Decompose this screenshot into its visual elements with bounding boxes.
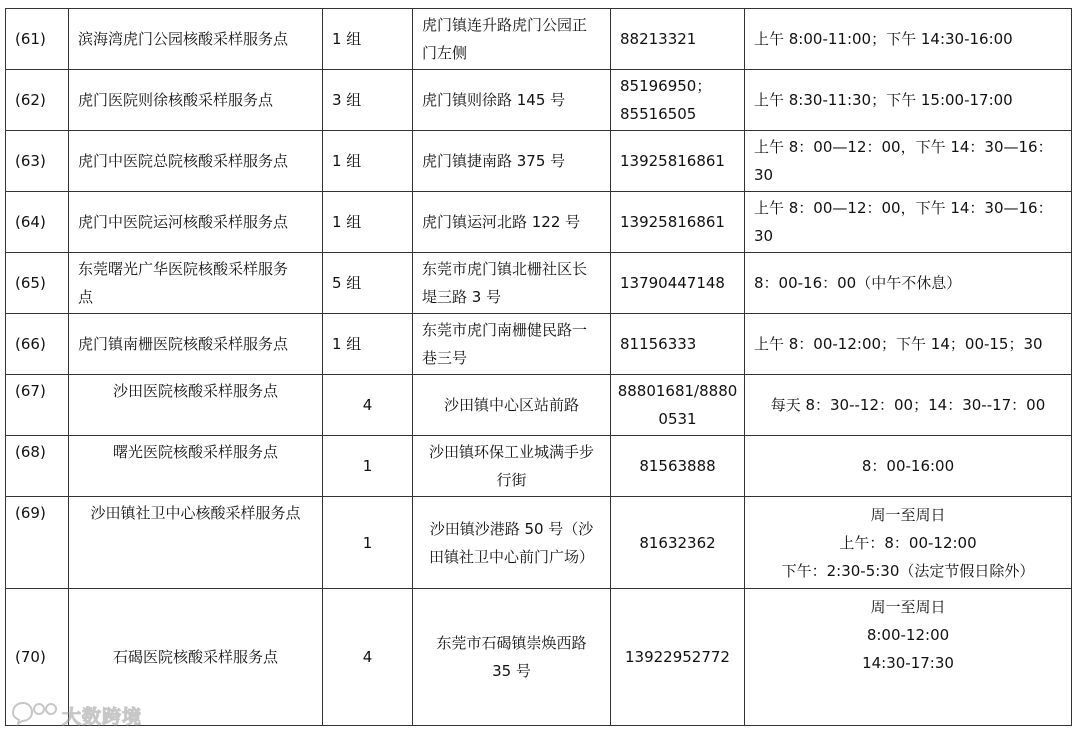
table-row [6, 192, 1072, 253]
service-hours: 上午 8:00-11:00；下午 14:30-16:00 [745, 9, 1072, 70]
watermark-text: 大数跨境 [62, 705, 143, 728]
sampling-sites-table [5, 8, 1072, 726]
table-row [6, 589, 1072, 726]
row-index: (68) [6, 436, 69, 497]
service-hours: 上午 8：00—12：00，下午 14：30—16： 30 [745, 192, 1072, 253]
table-row [6, 314, 1072, 375]
group-count: 4 [323, 375, 413, 436]
group-count: 1 组 [323, 131, 413, 192]
row-index: (69) [6, 497, 69, 589]
table-row [6, 436, 1072, 497]
row-index: (66) [6, 314, 69, 375]
site-name: 虎门中医院总院核酸采样服务点 [69, 131, 323, 192]
site-name: 虎门医院则徐核酸采样服务点 [69, 70, 323, 131]
contact-phone: 81563888 [611, 436, 745, 497]
contact-phone: 88801681/8880 0531 [611, 375, 745, 436]
group-count: 1 组 [323, 9, 413, 70]
group-count: 5 组 [323, 253, 413, 314]
service-hours: 周一至周日 8:00-12:00 14:30-17:30 [745, 589, 1072, 726]
contact-phone: 85196950； 85516505 [611, 70, 745, 131]
site-name: 沙田镇社卫中心核酸采样服务点 [69, 497, 323, 589]
contact-phone: 13925816861 [611, 192, 745, 253]
site-name: 石碣医院核酸采样服务点 [69, 589, 323, 726]
contact-phone: 88213321 [611, 9, 745, 70]
site-address: 虎门镇连升路虎门公园正 门左侧 [413, 9, 611, 70]
site-name: 滨海湾虎门公园核酸采样服务点 [69, 9, 323, 70]
site-address: 沙田镇环保工业城满手步 行街 [413, 436, 611, 497]
group-count: 1 组 [323, 314, 413, 375]
table-row [6, 253, 1072, 314]
service-hours: 上午 8：00-12:00；下午 14；00-15；30 [745, 314, 1072, 375]
contact-phone: 13790447148 [611, 253, 745, 314]
site-address: 东莞市石碣镇崇焕西路 35 号 [413, 589, 611, 726]
service-hours: 上午 8：00—12：00，下午 14：30—16： 30 [745, 131, 1072, 192]
service-hours: 周一至周日 上午：8：00-12:00 下午：2:30-5:30（法定节假日除外） [745, 497, 1072, 589]
row-index: (62) [6, 70, 69, 131]
site-address: 沙田镇沙港路 50 号（沙 田镇社卫中心前门广场） [413, 497, 611, 589]
group-count: 1 组 [323, 192, 413, 253]
service-hours: 8：00-16:00 [745, 436, 1072, 497]
group-count: 4 [323, 589, 413, 726]
row-index: (70) [6, 589, 69, 726]
table-row [6, 375, 1072, 436]
contact-phone: 13925816861 [611, 131, 745, 192]
row-index: (61) [6, 9, 69, 70]
row-index: (65) [6, 253, 69, 314]
site-name: 虎门中医院运河核酸采样服务点 [69, 192, 323, 253]
service-hours: 8：00-16：00（中午不休息） [745, 253, 1072, 314]
site-name: 虎门镇南栅医院核酸采样服务点 [69, 314, 323, 375]
row-index: (63) [6, 131, 69, 192]
table-row [6, 9, 1072, 70]
contact-phone: 13922952772 [611, 589, 745, 726]
site-name: 沙田医院核酸采样服务点 [69, 375, 323, 436]
group-count: 3 组 [323, 70, 413, 131]
site-address: 虎门镇运河北路 122 号 [413, 192, 611, 253]
site-address: 虎门镇捷南路 375 号 [413, 131, 611, 192]
site-name: 曙光医院核酸采样服务点 [69, 436, 323, 497]
contact-phone: 81632362 [611, 497, 745, 589]
group-count: 1 [323, 436, 413, 497]
site-name: 东莞曙光广华医院核酸采样服务 点 [69, 253, 323, 314]
row-index: (67) [6, 375, 69, 436]
site-address: 虎门镇则徐路 145 号 [413, 70, 611, 131]
table-row [6, 497, 1072, 589]
table-row [6, 70, 1072, 131]
site-address: 东莞市虎门镇北栅社区长 堤三路 3 号 [413, 253, 611, 314]
service-hours: 上午 8:30-11:30；下午 15:00-17:00 [745, 70, 1072, 131]
table-row [6, 131, 1072, 192]
group-count: 1 [323, 497, 413, 589]
site-address: 沙田镇中心区站前路 [413, 375, 611, 436]
site-address: 东莞市虎门南栅健民路一 巷三号 [413, 314, 611, 375]
service-hours: 每天 8：30--12：00；14：30--17：00 [745, 375, 1072, 436]
row-index: (64) [6, 192, 69, 253]
contact-phone: 81156333 [611, 314, 745, 375]
